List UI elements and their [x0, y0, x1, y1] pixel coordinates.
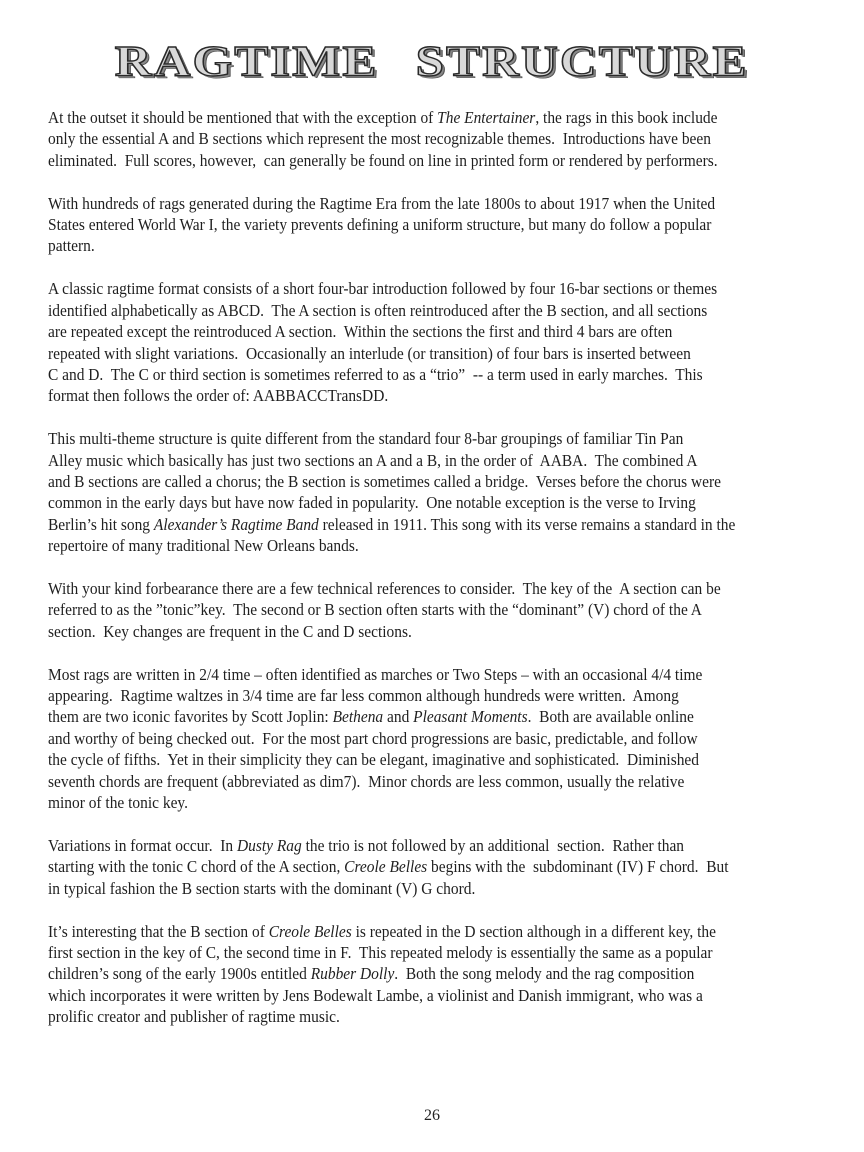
text-line: only the essential A and B sections which represent the most recognizable themes. Introductions have been — [48, 129, 711, 149]
italic-title: Pleasant Moments — [413, 707, 528, 727]
italic-title: Alexander’s Ragtime Band — [153, 514, 319, 534]
italic-title: Bethena — [332, 707, 384, 727]
text-line: repertoire of many traditional New Orleans bands. — [48, 536, 359, 556]
text-line: the cycle of fifths. Yet in their simplicity they can be elegant, imaginative and sophisticated. Diminished — [48, 750, 699, 770]
text-line: which incorporates it were written by Jens Bodewalt Lambe, a violinist and Danish immigrant, who was a — [48, 985, 703, 1005]
italic-title: Creole Belles — [268, 921, 352, 941]
text-line: first section in the key of C, the second time in F. This repeated melody is essentially the same as a popular — [48, 943, 713, 962]
paragraph — [48, 428, 848, 556]
text-line: This multi-theme structure is quite different from the standard four 8-bar groupings of familiar Tin Pan — [48, 429, 684, 449]
paragraph — [48, 921, 848, 1028]
text-line: referred to as the ”tonic”key. The second or B section often starts with the “dominant” (V) chord of the A — [48, 600, 702, 620]
paragraph — [48, 278, 848, 406]
text-line: Most rags are written in 2/4 time – often identified as marches or Two Steps – with an occasional 4/4 time — [48, 664, 703, 684]
italic-title: The Entertainer — [437, 108, 536, 127]
text-line: With hundreds of rags generated during the Ragtime Era from the late 1800s to about 1917 when the United — [48, 193, 716, 213]
text-line: are repeated except the reintroduced A section. Within the sections the first and third 4 bars are often — [48, 322, 673, 342]
text-line: prolific creator and publisher of ragtime music. — [48, 1007, 340, 1027]
text-line: identified alphabetically as ABCD. The A section is often reintroduced after the B section, and all sections — [48, 300, 708, 320]
text-line: Alley music which basically has just two sections an A and a B, in the order of AABA. The combined A — [48, 450, 698, 470]
text-line: With your kind forbearance there are a few technical references to consider. The key of the A section can be — [48, 579, 721, 599]
text-line: At the outset it should be mentioned that with the exception of The Entertainer, the rags in this book include — [48, 108, 718, 127]
italic-title: Creole Belles — [344, 857, 428, 877]
text-line: repeated with slight variations. Occasionally an interlude (or transition) of four bars is inserted between — [48, 343, 691, 363]
text-line: eliminated. Full scores, however, can generally be found on line in printed form or rendered by performers. — [48, 150, 718, 170]
text-line: them are two iconic favorites by Scott Joplin: Bethena and Pleasant Moments. Both are available online — [48, 707, 694, 727]
title-banner — [0, 36, 864, 86]
text-line: pattern. — [48, 236, 95, 256]
text-line: seventh chords are frequent (abbreviated as dim7). Minor chords are less common, usually the relative — [48, 771, 685, 791]
paragraph — [48, 107, 848, 171]
paragraph — [48, 193, 848, 257]
italic-title: Dusty Rag — [236, 835, 302, 855]
text-line: A classic ragtime format consists of a short four-bar introduction followed by four 16-bar sections or themes — [48, 279, 718, 299]
text-line: and worthy of being checked out. For the most part chord progressions are basic, predictable, and follow — [48, 728, 698, 748]
page-title: RAGTIME STRUCTURE — [115, 36, 749, 86]
body-text — [48, 107, 848, 1049]
text-line: It’s interesting that the B section of Creole Belles is repeated in the D section although in a different key, the — [48, 921, 716, 941]
text-line: Variations in format occur. In Dusty Rag the trio is not followed by an additional section. Rather than — [48, 835, 685, 855]
text-line: format then follows the order of: AABBACCTransDD. — [48, 386, 389, 406]
text-line: Berlin’s hit song Alexander’s Ragtime Band released in 1911. This song with its verse remains a standard in the — [48, 514, 736, 534]
paragraph — [48, 664, 848, 814]
italic-title: Rubber Dolly — [310, 964, 395, 984]
text-line: children’s song of the early 1900s entitled Rubber Dolly. Both the song melody and the rag composition — [48, 964, 695, 984]
paragraph — [48, 578, 848, 642]
text-line: C and D. The C or third section is sometimes referred to as a “trio” -- a term used in early marches. This — [48, 364, 703, 384]
text-line: section. Key changes are frequent in the C and D sections. — [48, 621, 412, 641]
text-line: starting with the tonic C chord of the A section, Creole Belles begins with the subdominant (IV) F chord. But — [48, 857, 729, 877]
text-line: common in the early days but have now faded in popularity. One notable exception is the verse to Irving — [48, 493, 696, 513]
text-line: appearing. Ragtime waltzes in 3/4 time are far less common although hundreds were written. Among — [48, 686, 679, 706]
paragraph — [48, 835, 848, 899]
text-line: and B sections are called a chorus; the B section is sometimes called a bridge. Verses before the chorus were — [48, 471, 721, 491]
text-line: in typical fashion the B section starts with the dominant (V) G chord. — [48, 878, 476, 898]
page-number: 26 — [424, 1107, 440, 1124]
text-line: minor of the tonic key. — [48, 793, 189, 813]
text-line: States entered World War I, the variety prevents defining a uniform structure, but many do follow a popular — [48, 215, 712, 235]
